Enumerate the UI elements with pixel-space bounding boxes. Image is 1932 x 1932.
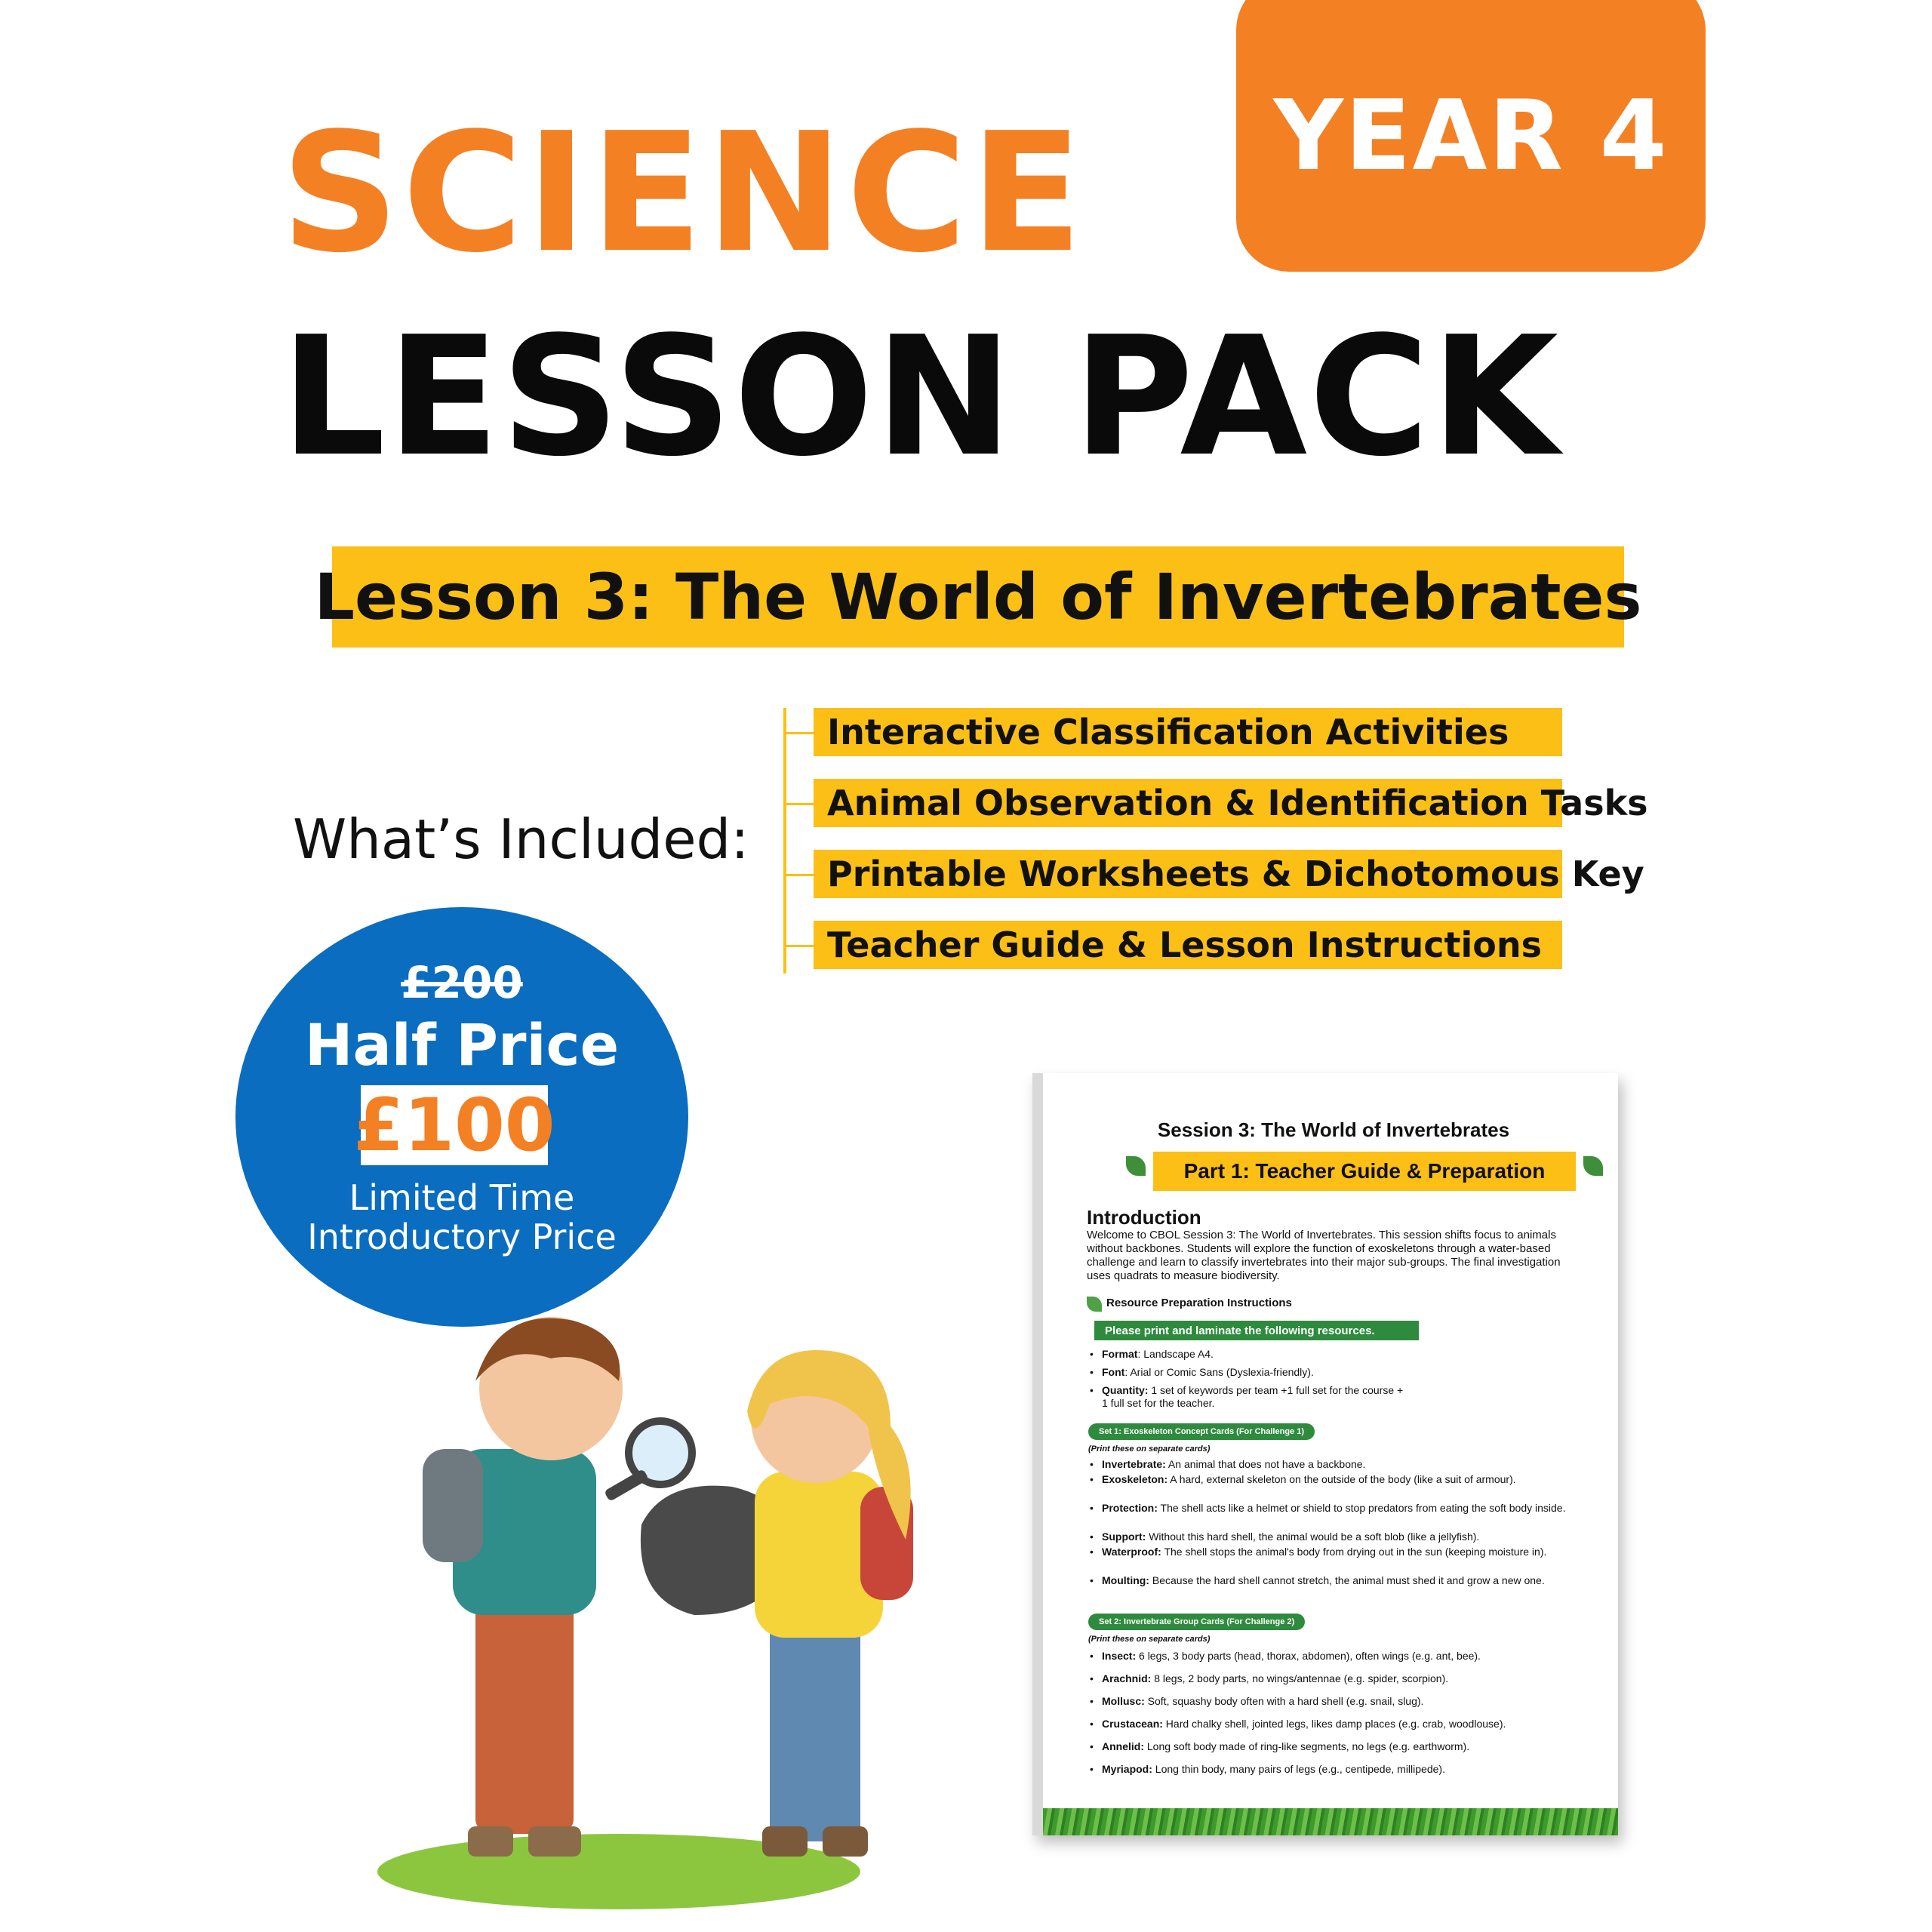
year-badge [1236,0,1706,272]
title-lesson-pack: LESSON PACK [281,302,1561,493]
magnifying-glass-icon [604,1421,692,1502]
new-price-box [353,1083,555,1168]
lesson-banner [314,546,1642,648]
doc-resources-heading: Resource Preparation Instructions [1106,1297,1292,1309]
girl-figure [747,1350,913,1857]
old-price: £200 [401,957,523,1008]
leaf-icon [1583,1156,1603,1176]
doc-bullet: • Mollusc: Soft, squashy body often with a hard shell (e.g. snail, slug). [1090,1695,1424,1707]
leaf-icon [1087,1297,1102,1312]
doc-bullet: • Crustacean: Hard chalky shell, jointed legs, likes damp places (e.g. crab, woodlouse). [1090,1718,1506,1730]
included-item: Printable Worksheets & Dichotomous Key [814,850,1562,898]
doc-bullet: • Waterproof: The shell stops the animal's body from drying out in the sun (keeping moisture in). [1090,1546,1547,1558]
doc-set-note: (Print these on separate cards) [1088,1444,1211,1454]
doc-print-banner: Please print and laminate the following resources. [1094,1321,1419,1340]
doc-bullet: • Insect: 6 legs, 3 body parts (head, thorax, abdomen), often wings (e.g. ant, bee). [1090,1650,1481,1662]
new-price: £100 [353,1083,555,1168]
bracket-tick [783,732,814,734]
doc-title: Session 3: The World of Invertebrates [1157,1118,1510,1141]
whats-included-label: What’s Included: [293,808,749,871]
doc-set2-pill: Set 2: Invertebrate Group Cards (For Challenge 2) [1088,1614,1305,1630]
doc-bullet: • Format: Landscape A4. [1090,1348,1214,1360]
doc-bullet: • Exoskeleton: A hard, external skeleton on the outside of the body (like a suit of armour). [1090,1473,1516,1485]
doc-bullet: • Annelid: Long soft body made of ring-like segments, no legs (e.g. earthworm). [1090,1740,1470,1752]
included-item: Animal Observation & Identification Tasks [814,779,1562,827]
doc-bullet: • Font: Arial or Comic Sans (Dyslexia-friendly). [1090,1366,1314,1378]
title-science: SCIENCE [281,98,1086,289]
included-item: Interactive Classification Activities [814,708,1562,756]
half-price-label: Half Price [304,1011,620,1078]
price-note-line1: Limited Time [349,1177,575,1218]
doc-bullet: • Myriapod: Long thin body, many pairs of legs (e.g., centipede, millipede). [1090,1763,1445,1775]
doc-set1-pill: Set 1: Exoskeleton Concept Cards (For Challenge 1) [1088,1423,1315,1440]
bracket-tick [783,874,814,876]
doc-bullet: • Invertebrate: An animal that does not have a backbone. [1090,1458,1366,1470]
doc-set-note: (Print these on separate cards) [1088,1635,1211,1644]
doc-part-banner: Part 1: Teacher Guide & Preparation [1153,1152,1576,1191]
doc-bullet: • Quantity: 1 set of keywords per team +1 full set for the course + 1 full set for the teacher. [1090,1384,1404,1409]
lesson-title: Lesson 3: The World of Invertebrates [314,560,1642,634]
doc-bullet: • Arachnid: 8 legs, 2 body parts, no wings/antennae (e.g. spider, scorpion). [1090,1672,1449,1684]
children-illustration [377,1298,1026,1917]
bracket-tick [783,945,814,947]
grass-border [1043,1808,1618,1835]
doc-bullet: • Support: Without this hard shell, the animal would be a soft blob (like a jellyfish). [1090,1531,1480,1543]
doc-bullet: • Protection: The shell acts like a helmet or shield to stop predators from eating the soft body inside. [1090,1502,1566,1514]
bracket-tick [783,803,814,805]
leaf-icon [1126,1156,1146,1176]
included-bracket [783,708,786,974]
year-label: YEAR 4 [1273,79,1669,192]
doc-intro-text: Welcome to CBOL Session 3: The World of Invertebrates. This session shifts focus to animals without backbones. Students will explore the function of exoskeletons through a water-based challenge and learn to classify invertebrates into their major sub-groups. The final investigation uses quadrats to measure biodiversity. [1087,1229,1561,1282]
included-item: Teacher Guide & Lesson Instructions [814,921,1562,969]
doc-bullet: • Moulting: Because the hard shell cannot stretch, the animal must shed it and grow a new one. [1090,1574,1545,1586]
doc-intro-heading: Introduction [1087,1206,1201,1229]
boy-figure [423,1317,623,1857]
document-preview [1032,1073,1618,1835]
price-note-line2: Introductory Price [307,1217,617,1257]
